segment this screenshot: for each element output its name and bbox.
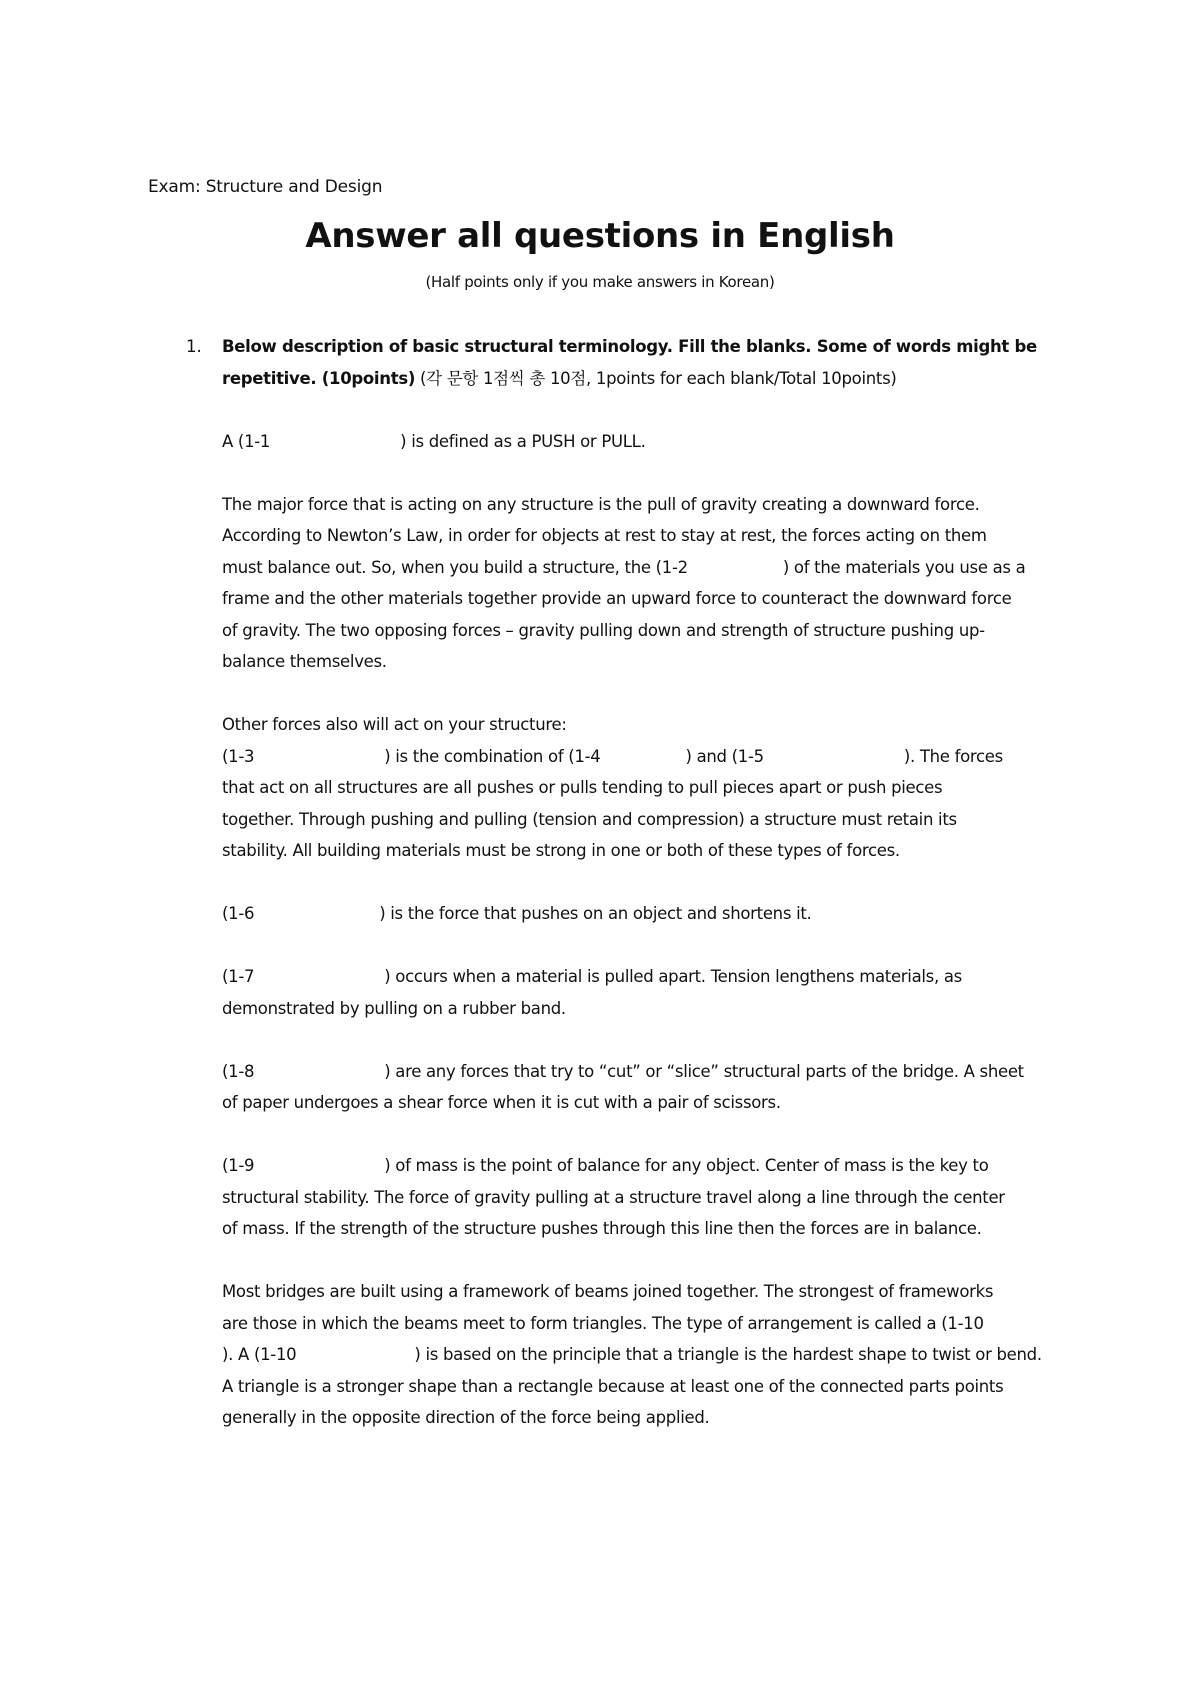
blank-label-1-1: A (1-1 <box>222 431 271 451</box>
other-forces-line-2-end: ). The forces <box>903 746 1003 766</box>
truss-line-3-end: ) is based on the principle that a triangle is the hardest shape to twist or bend. <box>414 1345 1042 1364</box>
blank-label-1-2: must balance out. So, when you build a structure, the (1-2 <box>222 557 688 577</box>
paragraph-center-of-mass <box>222 1150 1062 1245</box>
blank-label-1-7: (1-7 <box>222 967 255 986</box>
gravity-line-2: According to Newton’s Law, in order for objects at rest to stay at rest, the forces acting on them <box>222 526 987 545</box>
other-forces-line-3: that act on all structures are all pushes or pulls tending to pull pieces apart or push pieces <box>222 778 943 797</box>
paragraph-compression <box>222 898 1062 930</box>
blank-label-1-9: (1-9 <box>222 1156 255 1175</box>
blank-label-1-5: ) and (1-5 <box>685 746 764 766</box>
blank-label-1-10: are those in which the beams meet to form triangles. The type of arrangement is called a (1-10 <box>222 1313 984 1333</box>
paragraph-other-forces <box>222 709 1062 867</box>
center-of-mass-line-3: of mass. If the strength of the structure pushes through this line then the forces are in balance. <box>222 1219 982 1238</box>
page-subtitle: (Half points only if you make answers in Korean) <box>425 273 775 291</box>
question-instruction <box>222 331 1062 394</box>
compression-text: ) is the force that pushes on an object and shortens it. <box>379 904 812 923</box>
blank-label-1-8: (1-8 <box>222 1061 255 1081</box>
gravity-line-1: The major force that is acting on any structure is the pull of gravity creating a downward force. <box>222 494 980 514</box>
paragraph-truss <box>222 1276 1062 1434</box>
paragraph-force-text: ) is defined as a PUSH or PULL. <box>400 431 646 451</box>
truss-line-1: Most bridges are built using a framework of beams joined together. The strongest of frameworks <box>222 1282 994 1301</box>
gravity-line-3-end: ) of the materials you use as a <box>782 557 1026 577</box>
center-of-mass-text: ) of mass is the point of balance for any object. Center of mass is the key to <box>384 1156 989 1175</box>
other-forces-line-5: stability. All building materials must be strong in one or both of these types of forces. <box>222 841 900 860</box>
paragraph-gravity <box>222 489 1062 678</box>
gravity-line-4: frame and the other materials together provide an upward force to counteract the downward force <box>222 589 1012 608</box>
question-content <box>222 331 1062 1434</box>
page-title: Answer all questions in English <box>305 216 895 256</box>
shear-line-2: of paper undergoes a shear force when it is cut with a pair of scissors. <box>222 1093 781 1112</box>
paragraph-shear <box>222 1056 1062 1119</box>
gravity-line-6: balance themselves. <box>222 652 387 671</box>
paragraph-force <box>222 426 1062 458</box>
tension-text: ) occurs when a material is pulled apart. Tension lengthens materials, as <box>384 967 962 986</box>
blank-label-1-10-repeat: ). A (1-10 <box>222 1345 297 1364</box>
truss-line-5: generally in the opposite direction of the force being applied. <box>222 1408 710 1427</box>
instruction-bold-line1: Below description of basic structural terminology. Fill the blanks. Some of words might be <box>222 337 1037 356</box>
tension-line-2: demonstrated by pulling on a rubber band. <box>222 998 566 1018</box>
center-of-mass-line-2: structural stability. The force of gravity pulling at a structure travel along a line through the center <box>222 1187 1005 1207</box>
blank-label-1-4: ) is the combination of (1-4 <box>384 746 601 766</box>
other-forces-line-4: together. Through pushing and pulling (tension and compression) a structure must retain its <box>222 809 957 829</box>
exam-label: Exam: Structure and Design <box>148 177 383 197</box>
instruction-points-note: (각 문항 1점씩 총 10점, 1points for each blank/Total 10points) <box>415 368 897 388</box>
paragraph-tension <box>222 961 1062 1024</box>
truss-line-4: A triangle is a stronger shape than a rectangle because at least one of the connected parts points <box>222 1376 1004 1396</box>
instruction-bold-line2: repetitive. (10points) <box>222 368 416 388</box>
gravity-line-5: of gravity. The two opposing forces – gravity pulling down and strength of structure pushing up- <box>222 620 985 640</box>
blank-label-1-6: (1-6 <box>222 904 255 923</box>
question-number: 1. <box>186 337 202 356</box>
shear-text: ) are any forces that try to “cut” or “slice” structural parts of the bridge. A sheet <box>384 1061 1024 1081</box>
blank-label-1-3: (1-3 <box>222 746 255 766</box>
other-forces-line-1: Other forces also will act on your structure: <box>222 715 567 734</box>
